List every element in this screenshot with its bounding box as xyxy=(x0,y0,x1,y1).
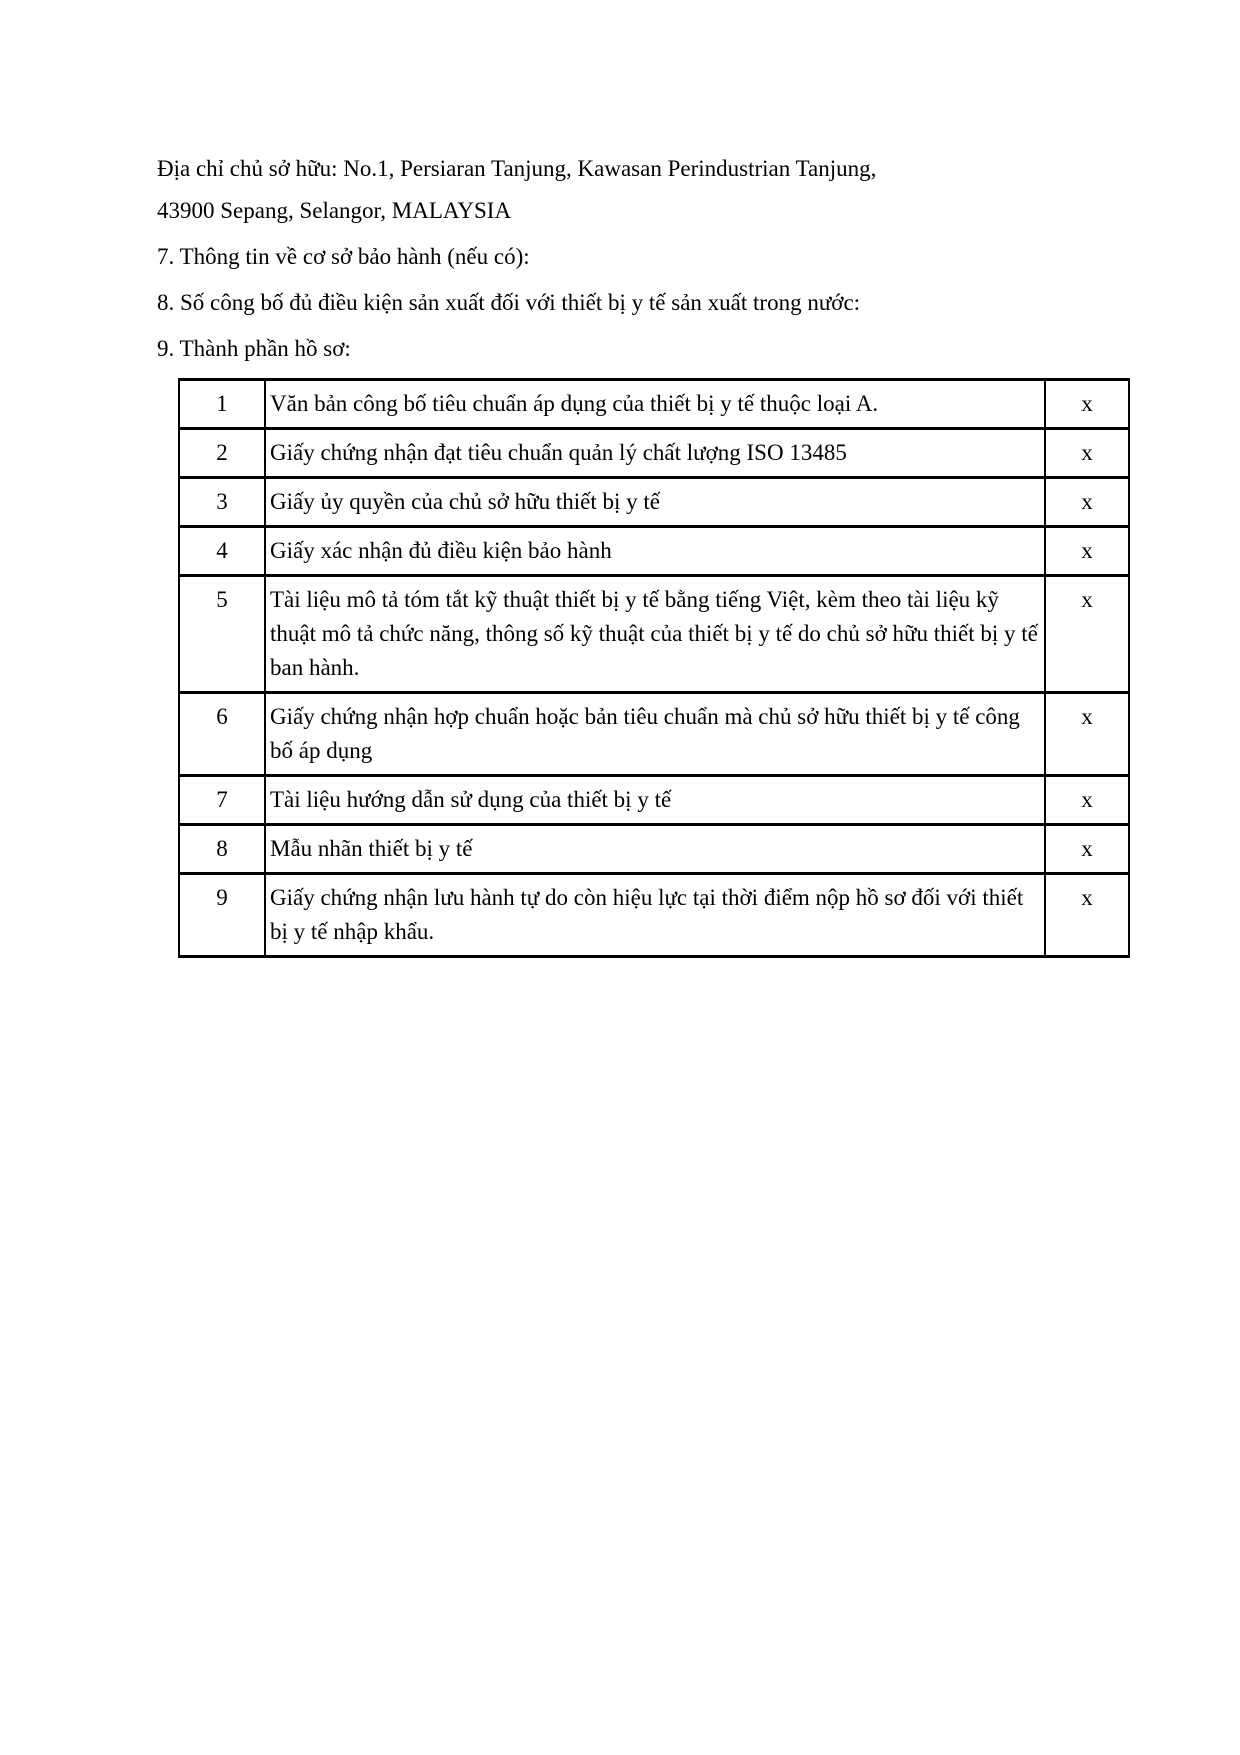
row-description-cell: Giấy chứng nhận hợp chuẩn hoặc bản tiêu chuẩn mà chủ sở hữu thiết bị y tế công bố áp dụng xyxy=(265,693,1045,776)
row-mark-cell: x xyxy=(1045,429,1129,478)
table-row xyxy=(179,527,1129,576)
row-mark-cell: x xyxy=(1045,576,1129,693)
row-number-cell: 1 xyxy=(179,380,265,429)
table-row xyxy=(179,874,1129,957)
row-mark-cell: x xyxy=(1045,527,1129,576)
table-row xyxy=(179,429,1129,478)
row-description-cell: Giấy ủy quyền của chủ sở hữu thiết bị y tế xyxy=(265,478,1045,527)
row-description-cell: Giấy xác nhận đủ điều kiện bảo hành xyxy=(265,527,1045,576)
owner-address-line-1: Địa chỉ chủ sở hữu: No.1, Persiaran Tanjung, Kawasan Perindustrian Tanjung, xyxy=(157,156,877,181)
row-description-cell: Giấy chứng nhận đạt tiêu chuẩn quản lý chất lượng ISO 13485 xyxy=(265,429,1045,478)
row-mark-cell: x xyxy=(1045,478,1129,527)
owner-address-line-2: 43900 Sepang, Selangor, MALAYSIA xyxy=(157,198,512,223)
table-row xyxy=(179,380,1129,429)
row-number-cell: 3 xyxy=(179,478,265,527)
table-row xyxy=(179,693,1129,776)
row-number-cell: 7 xyxy=(179,776,265,825)
table-row xyxy=(179,478,1129,527)
row-description-cell: Văn bản công bố tiêu chuẩn áp dụng của thiết bị y tế thuộc loại A. xyxy=(265,380,1045,429)
section-7-warranty-info: 7. Thông tin về cơ sở bảo hành (nếu có): xyxy=(157,244,530,269)
row-description-cell: Giấy chứng nhận lưu hành tự do còn hiệu lực tại thời điểm nộp hồ sơ đối với thiết bị y tế nhập khẩu. xyxy=(265,874,1045,957)
row-number-cell: 2 xyxy=(179,429,265,478)
table-row xyxy=(179,776,1129,825)
dossier-components-table xyxy=(178,378,1130,958)
section-8-production-declaration: 8. Số công bố đủ điều kiện sản xuất đối với thiết bị y tế sản xuất trong nước: xyxy=(157,290,861,315)
row-mark-cell: x xyxy=(1045,825,1129,874)
section-9-dossier-components: 9. Thành phần hồ sơ: xyxy=(157,336,351,361)
row-description-cell: Tài liệu hướng dẫn sử dụng của thiết bị y tế xyxy=(265,776,1045,825)
row-mark-cell: x xyxy=(1045,874,1129,957)
table-row xyxy=(179,576,1129,693)
row-mark-cell: x xyxy=(1045,693,1129,776)
row-number-cell: 4 xyxy=(179,527,265,576)
row-mark-cell: x xyxy=(1045,380,1129,429)
row-number-cell: 6 xyxy=(179,693,265,776)
document-content xyxy=(157,148,1102,958)
row-number-cell: 5 xyxy=(179,576,265,693)
row-number-cell: 9 xyxy=(179,874,265,957)
table-row xyxy=(179,825,1129,874)
row-mark-cell: x xyxy=(1045,776,1129,825)
row-description-cell: Mẫu nhãn thiết bị y tế xyxy=(265,825,1045,874)
row-description-cell: Tài liệu mô tả tóm tắt kỹ thuật thiết bị y tế bằng tiếng Việt, kèm theo tài liệu kỹ thuật mô tả chức năng, thông số kỹ thuật của thiết bị y tế do chủ sở hữu thiết bị y tế ban hành. xyxy=(265,576,1045,693)
row-number-cell: 8 xyxy=(179,825,265,874)
